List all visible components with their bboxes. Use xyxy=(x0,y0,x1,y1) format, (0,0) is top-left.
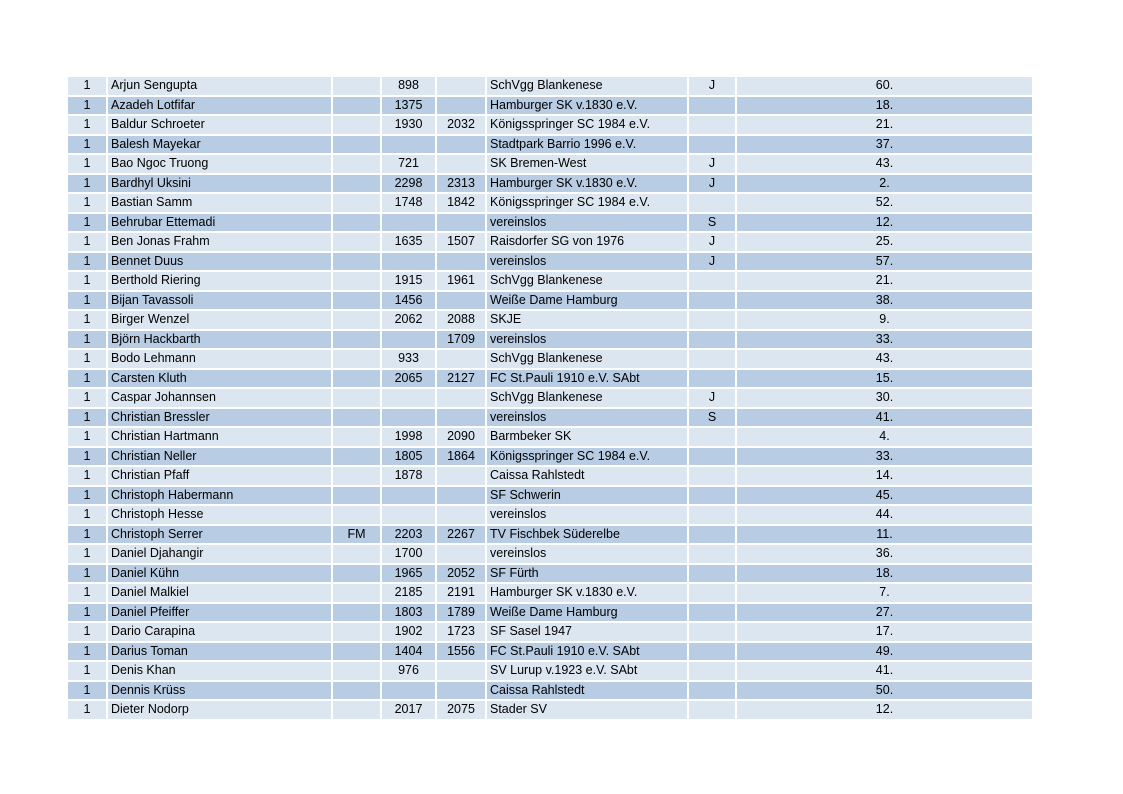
elo-cell: 2090 xyxy=(437,428,487,448)
rating-cell: 2062 xyxy=(382,311,437,331)
rank-cell: 43. xyxy=(737,350,1034,370)
club-cell: FC St.Pauli 1910 e.V. SAbt xyxy=(487,370,689,390)
round-cell: 1 xyxy=(68,175,108,195)
rank-cell: 2. xyxy=(737,175,1034,195)
round-cell: 1 xyxy=(68,604,108,624)
rank-cell: 12. xyxy=(737,701,1034,721)
elo-cell xyxy=(437,662,487,682)
title-cell xyxy=(333,662,382,682)
elo-cell: 2267 xyxy=(437,526,487,546)
title-cell xyxy=(333,233,382,253)
title-cell xyxy=(333,409,382,429)
club-cell: SKJE xyxy=(487,311,689,331)
rank-cell: 7. xyxy=(737,584,1034,604)
elo-cell: 1961 xyxy=(437,272,487,292)
rank-cell: 18. xyxy=(737,565,1034,585)
elo-cell xyxy=(437,409,487,429)
rating-cell: 933 xyxy=(382,350,437,370)
elo-cell xyxy=(437,467,487,487)
club-cell: Königsspringer SC 1984 e.V. xyxy=(487,116,689,136)
table-row xyxy=(68,623,1034,643)
category-cell xyxy=(689,292,737,312)
rank-cell: 60. xyxy=(737,77,1034,97)
elo-cell xyxy=(437,545,487,565)
elo-cell xyxy=(437,682,487,702)
title-cell xyxy=(333,331,382,351)
table-row xyxy=(68,604,1034,624)
table-row xyxy=(68,662,1034,682)
rank-cell: 36. xyxy=(737,545,1034,565)
table-row xyxy=(68,428,1034,448)
elo-cell: 2127 xyxy=(437,370,487,390)
category-cell xyxy=(689,526,737,546)
player-name-cell: Arjun Sengupta xyxy=(108,77,333,97)
elo-cell xyxy=(437,487,487,507)
elo-cell xyxy=(437,253,487,273)
elo-cell xyxy=(437,97,487,117)
title-cell xyxy=(333,604,382,624)
rating-cell: 1902 xyxy=(382,623,437,643)
round-cell: 1 xyxy=(68,526,108,546)
category-cell xyxy=(689,467,737,487)
category-cell: J xyxy=(689,175,737,195)
table-row xyxy=(68,272,1034,292)
table-row xyxy=(68,233,1034,253)
round-cell: 1 xyxy=(68,155,108,175)
elo-cell: 1789 xyxy=(437,604,487,624)
table-row xyxy=(68,467,1034,487)
round-cell: 1 xyxy=(68,565,108,585)
table-row xyxy=(68,97,1034,117)
elo-cell: 1556 xyxy=(437,643,487,663)
rank-cell: 30. xyxy=(737,389,1034,409)
table-row xyxy=(68,292,1034,312)
player-name-cell: Dieter Nodorp xyxy=(108,701,333,721)
rating-cell xyxy=(382,389,437,409)
round-cell: 1 xyxy=(68,467,108,487)
player-name-cell: Christian Neller xyxy=(108,448,333,468)
round-cell: 1 xyxy=(68,545,108,565)
round-cell: 1 xyxy=(68,350,108,370)
rating-cell: 1805 xyxy=(382,448,437,468)
round-cell: 1 xyxy=(68,584,108,604)
title-cell xyxy=(333,175,382,195)
round-cell: 1 xyxy=(68,662,108,682)
club-cell: Stadtpark Barrio 1996 e.V. xyxy=(487,136,689,156)
club-cell: vereinslos xyxy=(487,331,689,351)
elo-cell: 1723 xyxy=(437,623,487,643)
title-cell xyxy=(333,545,382,565)
club-cell: Stader SV xyxy=(487,701,689,721)
rank-cell: 15. xyxy=(737,370,1034,390)
category-cell xyxy=(689,136,737,156)
table-row xyxy=(68,526,1034,546)
club-cell: SF Sasel 1947 xyxy=(487,623,689,643)
player-name-cell: Christian Bressler xyxy=(108,409,333,429)
elo-cell xyxy=(437,350,487,370)
category-cell xyxy=(689,584,737,604)
elo-cell: 1842 xyxy=(437,194,487,214)
table-row xyxy=(68,155,1034,175)
title-cell xyxy=(333,701,382,721)
rank-cell: 45. xyxy=(737,487,1034,507)
rating-cell: 976 xyxy=(382,662,437,682)
category-cell: J xyxy=(689,77,737,97)
club-cell: Caissa Rahlstedt xyxy=(487,682,689,702)
table-row xyxy=(68,643,1034,663)
rating-cell: 2298 xyxy=(382,175,437,195)
table-row xyxy=(68,565,1034,585)
category-cell: J xyxy=(689,233,737,253)
elo-cell xyxy=(437,389,487,409)
player-name-cell: Christian Pfaff xyxy=(108,467,333,487)
title-cell xyxy=(333,370,382,390)
player-name-cell: Bennet Duus xyxy=(108,253,333,273)
round-cell: 1 xyxy=(68,701,108,721)
title-cell xyxy=(333,623,382,643)
player-name-cell: Daniel Kühn xyxy=(108,565,333,585)
category-cell xyxy=(689,97,737,117)
rank-cell: 21. xyxy=(737,272,1034,292)
round-cell: 1 xyxy=(68,311,108,331)
club-cell: Hamburger SK v.1830 e.V. xyxy=(487,584,689,604)
round-cell: 1 xyxy=(68,331,108,351)
rating-cell: 1915 xyxy=(382,272,437,292)
title-cell xyxy=(333,487,382,507)
rating-cell: 2017 xyxy=(382,701,437,721)
rank-cell: 41. xyxy=(737,662,1034,682)
rating-cell: 721 xyxy=(382,155,437,175)
category-cell xyxy=(689,370,737,390)
category-cell xyxy=(689,272,737,292)
player-name-cell: Dario Carapina xyxy=(108,623,333,643)
rating-cell xyxy=(382,136,437,156)
category-cell xyxy=(689,604,737,624)
club-cell: vereinslos xyxy=(487,506,689,526)
club-cell: Hamburger SK v.1830 e.V. xyxy=(487,175,689,195)
club-cell: SchVgg Blankenese xyxy=(487,77,689,97)
title-cell xyxy=(333,506,382,526)
rating-cell: 1748 xyxy=(382,194,437,214)
rating-cell xyxy=(382,409,437,429)
player-name-cell: Bardhyl Uksini xyxy=(108,175,333,195)
table-row xyxy=(68,214,1034,234)
table-row xyxy=(68,350,1034,370)
rank-cell: 12. xyxy=(737,214,1034,234)
title-cell xyxy=(333,389,382,409)
rating-cell: 2185 xyxy=(382,584,437,604)
player-name-cell: Behrubar Ettemadi xyxy=(108,214,333,234)
rank-cell: 27. xyxy=(737,604,1034,624)
elo-cell xyxy=(437,136,487,156)
rating-cell xyxy=(382,682,437,702)
round-cell: 1 xyxy=(68,623,108,643)
player-name-cell: Bijan Tavassoli xyxy=(108,292,333,312)
rating-cell xyxy=(382,331,437,351)
rank-cell: 44. xyxy=(737,506,1034,526)
category-cell xyxy=(689,331,737,351)
rank-cell: 14. xyxy=(737,467,1034,487)
title-cell xyxy=(333,565,382,585)
player-name-cell: Daniel Malkiel xyxy=(108,584,333,604)
rank-cell: 50. xyxy=(737,682,1034,702)
player-name-cell: Christoph Hesse xyxy=(108,506,333,526)
rank-cell: 17. xyxy=(737,623,1034,643)
category-cell xyxy=(689,545,737,565)
round-cell: 1 xyxy=(68,409,108,429)
title-cell xyxy=(333,272,382,292)
category-cell xyxy=(689,565,737,585)
club-cell: vereinslos xyxy=(487,214,689,234)
rank-cell: 11. xyxy=(737,526,1034,546)
category-cell xyxy=(689,662,737,682)
round-cell: 1 xyxy=(68,116,108,136)
table-row xyxy=(68,175,1034,195)
club-cell: FC St.Pauli 1910 e.V. SAbt xyxy=(487,643,689,663)
club-cell: Barmbeker SK xyxy=(487,428,689,448)
club-cell: Königsspringer SC 1984 e.V. xyxy=(487,194,689,214)
rating-cell xyxy=(382,214,437,234)
player-name-cell: Bastian Samm xyxy=(108,194,333,214)
club-cell: SF Fürth xyxy=(487,565,689,585)
elo-cell xyxy=(437,77,487,97)
player-name-cell: Azadeh Lotfifar xyxy=(108,97,333,117)
elo-cell: 1507 xyxy=(437,233,487,253)
player-name-cell: Birger Wenzel xyxy=(108,311,333,331)
round-cell: 1 xyxy=(68,487,108,507)
rating-cell: 1998 xyxy=(382,428,437,448)
rating-cell xyxy=(382,487,437,507)
players-table-body xyxy=(68,77,1034,721)
table-row xyxy=(68,116,1034,136)
rating-cell: 1930 xyxy=(382,116,437,136)
title-cell xyxy=(333,643,382,663)
round-cell: 1 xyxy=(68,506,108,526)
table-row xyxy=(68,682,1034,702)
title-cell xyxy=(333,253,382,273)
table-row xyxy=(68,136,1034,156)
elo-cell: 2191 xyxy=(437,584,487,604)
round-cell: 1 xyxy=(68,136,108,156)
player-name-cell: Balesh Mayekar xyxy=(108,136,333,156)
player-name-cell: Bao Ngoc Truong xyxy=(108,155,333,175)
club-cell: Weiße Dame Hamburg xyxy=(487,604,689,624)
rating-cell xyxy=(382,506,437,526)
elo-cell: 2075 xyxy=(437,701,487,721)
rating-cell: 1878 xyxy=(382,467,437,487)
title-cell xyxy=(333,448,382,468)
table-row xyxy=(68,506,1034,526)
player-name-cell: Dennis Krüss xyxy=(108,682,333,702)
club-cell: Königsspringer SC 1984 e.V. xyxy=(487,448,689,468)
category-cell xyxy=(689,682,737,702)
player-name-cell: Björn Hackbarth xyxy=(108,331,333,351)
players-table xyxy=(68,77,1034,721)
title-cell xyxy=(333,155,382,175)
club-cell: vereinslos xyxy=(487,545,689,565)
rank-cell: 33. xyxy=(737,448,1034,468)
club-cell: Weiße Dame Hamburg xyxy=(487,292,689,312)
elo-cell xyxy=(437,155,487,175)
round-cell: 1 xyxy=(68,233,108,253)
rank-cell: 43. xyxy=(737,155,1034,175)
table-row xyxy=(68,311,1034,331)
rating-cell: 2203 xyxy=(382,526,437,546)
category-cell: J xyxy=(689,389,737,409)
rank-cell: 21. xyxy=(737,116,1034,136)
title-cell xyxy=(333,584,382,604)
category-cell xyxy=(689,506,737,526)
rank-cell: 33. xyxy=(737,331,1034,351)
category-cell xyxy=(689,194,737,214)
elo-cell xyxy=(437,214,487,234)
player-name-cell: Christoph Serrer xyxy=(108,526,333,546)
title-cell xyxy=(333,292,382,312)
round-cell: 1 xyxy=(68,272,108,292)
title-cell xyxy=(333,136,382,156)
rank-cell: 18. xyxy=(737,97,1034,117)
club-cell: Hamburger SK v.1830 e.V. xyxy=(487,97,689,117)
category-cell: S xyxy=(689,409,737,429)
round-cell: 1 xyxy=(68,682,108,702)
category-cell: J xyxy=(689,155,737,175)
category-cell xyxy=(689,448,737,468)
table-row xyxy=(68,194,1034,214)
player-name-cell: Baldur Schroeter xyxy=(108,116,333,136)
rank-cell: 41. xyxy=(737,409,1034,429)
round-cell: 1 xyxy=(68,194,108,214)
rank-cell: 38. xyxy=(737,292,1034,312)
player-name-cell: Caspar Johannsen xyxy=(108,389,333,409)
rank-cell: 25. xyxy=(737,233,1034,253)
category-cell xyxy=(689,428,737,448)
rank-cell: 49. xyxy=(737,643,1034,663)
rating-cell: 2065 xyxy=(382,370,437,390)
player-name-cell: Berthold Riering xyxy=(108,272,333,292)
category-cell xyxy=(689,487,737,507)
table-row xyxy=(68,77,1034,97)
title-cell: FM xyxy=(333,526,382,546)
category-cell xyxy=(689,311,737,331)
category-cell xyxy=(689,701,737,721)
rating-cell: 1456 xyxy=(382,292,437,312)
table-row xyxy=(68,545,1034,565)
rating-cell: 1375 xyxy=(382,97,437,117)
player-name-cell: Darius Toman xyxy=(108,643,333,663)
round-cell: 1 xyxy=(68,389,108,409)
club-cell: SK Bremen-West xyxy=(487,155,689,175)
title-cell xyxy=(333,116,382,136)
round-cell: 1 xyxy=(68,292,108,312)
round-cell: 1 xyxy=(68,370,108,390)
title-cell xyxy=(333,682,382,702)
player-name-cell: Daniel Pfeiffer xyxy=(108,604,333,624)
rank-cell: 57. xyxy=(737,253,1034,273)
rating-cell: 1965 xyxy=(382,565,437,585)
player-name-cell: Daniel Djahangir xyxy=(108,545,333,565)
round-cell: 1 xyxy=(68,253,108,273)
elo-cell: 2313 xyxy=(437,175,487,195)
club-cell: vereinslos xyxy=(487,253,689,273)
title-cell xyxy=(333,194,382,214)
club-cell: SV Lurup v.1923 e.V. SAbt xyxy=(487,662,689,682)
round-cell: 1 xyxy=(68,214,108,234)
table-row xyxy=(68,409,1034,429)
rank-cell: 4. xyxy=(737,428,1034,448)
rating-cell: 898 xyxy=(382,77,437,97)
table-row xyxy=(68,701,1034,721)
table-row xyxy=(68,487,1034,507)
title-cell xyxy=(333,97,382,117)
player-name-cell: Denis Khan xyxy=(108,662,333,682)
rank-cell: 52. xyxy=(737,194,1034,214)
rating-cell: 1404 xyxy=(382,643,437,663)
elo-cell: 2088 xyxy=(437,311,487,331)
round-cell: 1 xyxy=(68,97,108,117)
player-name-cell: Carsten Kluth xyxy=(108,370,333,390)
player-name-cell: Christian Hartmann xyxy=(108,428,333,448)
round-cell: 1 xyxy=(68,448,108,468)
title-cell xyxy=(333,350,382,370)
category-cell xyxy=(689,643,737,663)
round-cell: 1 xyxy=(68,643,108,663)
round-cell: 1 xyxy=(68,428,108,448)
rating-cell: 1803 xyxy=(382,604,437,624)
club-cell: SF Schwerin xyxy=(487,487,689,507)
elo-cell: 1864 xyxy=(437,448,487,468)
club-cell: TV Fischbek Süderelbe xyxy=(487,526,689,546)
club-cell: vereinslos xyxy=(487,409,689,429)
player-name-cell: Christoph Habermann xyxy=(108,487,333,507)
rank-cell: 37. xyxy=(737,136,1034,156)
elo-cell xyxy=(437,292,487,312)
rating-cell: 1635 xyxy=(382,233,437,253)
table-row xyxy=(68,448,1034,468)
title-cell xyxy=(333,467,382,487)
elo-cell: 2052 xyxy=(437,565,487,585)
elo-cell: 2032 xyxy=(437,116,487,136)
elo-cell xyxy=(437,506,487,526)
title-cell xyxy=(333,428,382,448)
club-cell: SchVgg Blankenese xyxy=(487,272,689,292)
table-row xyxy=(68,253,1034,273)
category-cell: J xyxy=(689,253,737,273)
rating-cell: 1700 xyxy=(382,545,437,565)
category-cell xyxy=(689,116,737,136)
category-cell: S xyxy=(689,214,737,234)
player-name-cell: Ben Jonas Frahm xyxy=(108,233,333,253)
table-row xyxy=(68,389,1034,409)
table-row xyxy=(68,370,1034,390)
club-cell: Raisdorfer SG von 1976 xyxy=(487,233,689,253)
rank-cell: 9. xyxy=(737,311,1034,331)
title-cell xyxy=(333,77,382,97)
title-cell xyxy=(333,311,382,331)
table-row xyxy=(68,331,1034,351)
player-name-cell: Bodo Lehmann xyxy=(108,350,333,370)
round-cell: 1 xyxy=(68,77,108,97)
club-cell: SchVgg Blankenese xyxy=(487,389,689,409)
table-row xyxy=(68,584,1034,604)
club-cell: Caissa Rahlstedt xyxy=(487,467,689,487)
elo-cell: 1709 xyxy=(437,331,487,351)
rating-cell xyxy=(382,253,437,273)
title-cell xyxy=(333,214,382,234)
category-cell xyxy=(689,623,737,643)
club-cell: SchVgg Blankenese xyxy=(487,350,689,370)
category-cell xyxy=(689,350,737,370)
